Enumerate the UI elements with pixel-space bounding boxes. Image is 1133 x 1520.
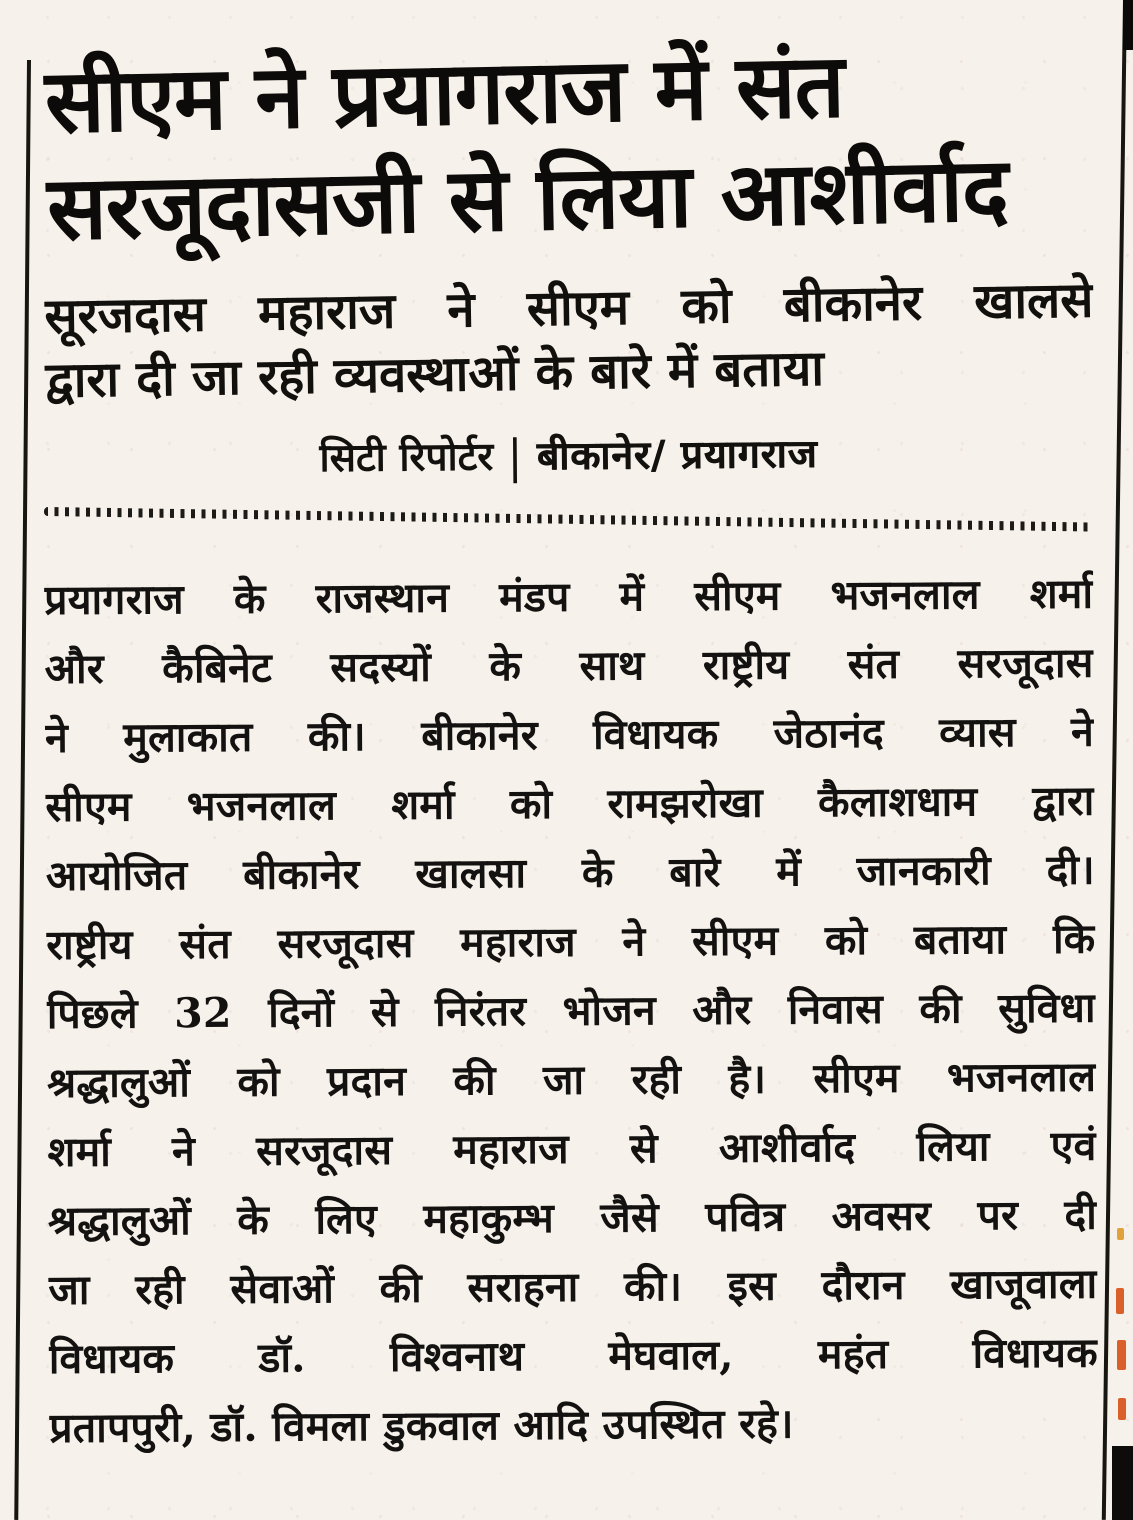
body-line: शर्मा ने सरजूदास महाराज से आशीर्वाद लिया एवं (47, 1121, 1097, 1176)
byline-separator: | (507, 429, 523, 484)
byline (44, 423, 1093, 487)
body-line: श्रद्धालुओं के लिए महाकुम्भ जैसे पवित्र अवसर पर दी (47, 1190, 1098, 1245)
margin-ink-mark (1116, 1288, 1124, 1314)
top-right-ink-bar (1123, 0, 1133, 50)
bottom-right-ink-block (1112, 1446, 1133, 1520)
byline-reporter: सिटी रिपोर्टर (319, 433, 494, 482)
margin-ink-mark (1117, 1228, 1124, 1240)
byline-location: बीकानेर/ प्रयागराज (536, 430, 818, 480)
subheadline-line: सूरजदास महाराज ने सीएम को बीकानेर खालसे (44, 270, 1094, 345)
subheadline-line: द्वारा दी जा रही व्यवस्थाओं के बारे में बताया (45, 338, 825, 409)
headline (44, 27, 1097, 262)
body-line: राष्ट्रीय संत सरजूदास महाराज ने सीएम को बताया कि (46, 914, 1096, 969)
body-line: श्रद्धालुओं को प्रदान की जा रही है। सीएम भजनलाल (47, 1052, 1097, 1107)
margin-ink-mark (1118, 1398, 1126, 1420)
article (44, 32, 1098, 1463)
body-paragraph (44, 560, 1098, 1463)
body-line: प्रतापपुरी, डॉ. विमला डुकवाल आदि उपस्थित रहे। (49, 1399, 794, 1452)
headline-line: सरजूदासजी से लिया आशीर्वाद (46, 136, 1009, 260)
headline-line: सीएम ने प्रयागराज में संत (44, 32, 845, 153)
margin-ink-mark (1117, 1340, 1126, 1370)
body-line: पिछले 32 दिनों से निरंतर भोजन और निवास की सुविधा (46, 983, 1096, 1038)
body-line: विधायक डॉ. विश्वनाथ मेघवाल, महंत विधायक (48, 1328, 1098, 1383)
body-line: प्रयागराज के राजस्थान मंडप में सीएम भजनलाल शर्मा (44, 569, 1094, 624)
body-line: और कैबिनेट सदस्यों के साथ राष्ट्रीय संत सरजूदास (44, 638, 1094, 693)
body-line: ने मुलाकात की। बीकानेर विधायक जेठानंद व्यास ने (44, 707, 1095, 762)
body-line: आयोजित बीकानेर खालसा के बारे में जानकारी दी। (45, 845, 1096, 900)
column-rule-left (14, 60, 31, 1520)
dotted-divider (44, 507, 1093, 532)
body-line: सीएम भजनलाल शर्मा को रामझरोखा कैलाशधाम द्वारा (45, 776, 1095, 831)
body-line: जा रही सेवाओं की सराहना की। इस दौरान खाजूवाला (48, 1259, 1098, 1314)
subheadline (44, 268, 1095, 412)
